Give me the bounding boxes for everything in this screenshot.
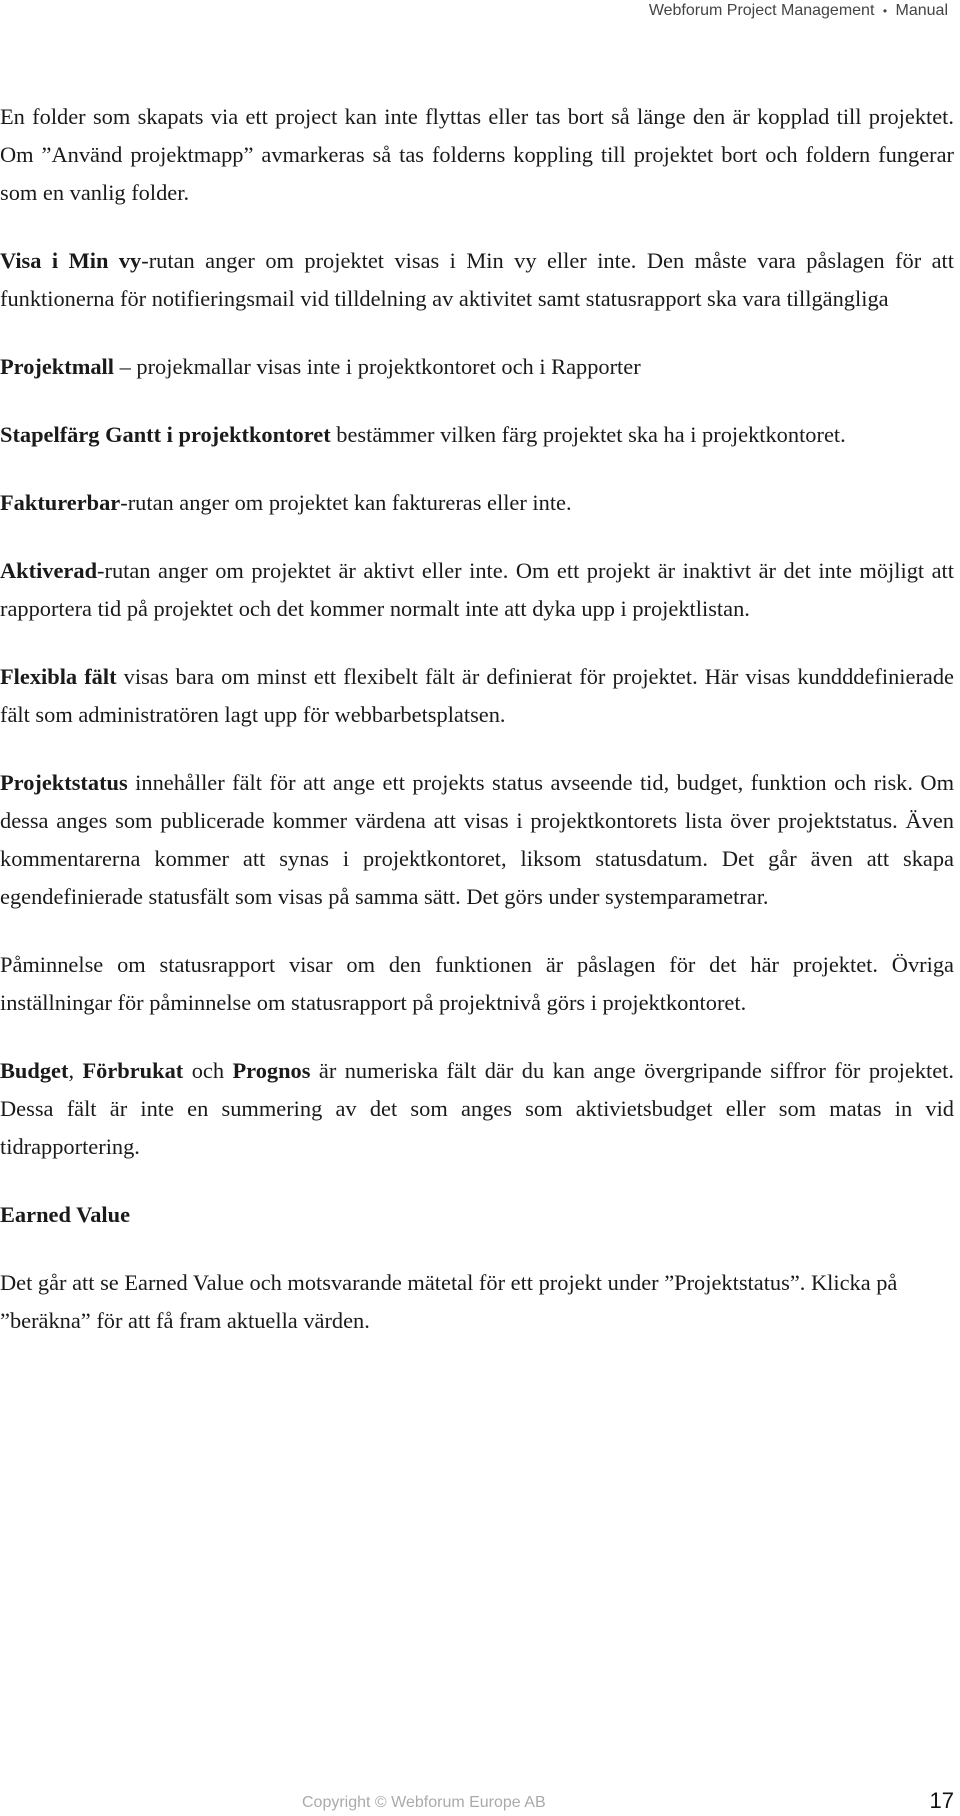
paragraph-text: – projekmallar visas inte i projektkontoret och i Rapporter [114,354,641,379]
document-body [0,98,954,1370]
paragraph-text: Påminnelse om statusrapport visar om den funktionen är påslagen för det här projektet. Övriga inställningar för påminnelse om statusrapport på projektnivå görs i projektkontoret. [0,952,954,1015]
paragraph-text: -rutan anger om projektet är aktivt eller inte. Om ett projekt är inaktivt är det inte möjligt att rapportera tid på projektet och det kommer normalt inte att dyka upp i projektlistan. [0,558,954,621]
header-section: Manual [895,2,948,19]
term-aktiverad: Aktiverad [0,558,98,583]
paragraph-text: En folder som skapats via ett project kan inte flyttas eller tas bort så länge den är kopplad till projektet. Om ”Använd projektmapp” avmarkeras så tas folderns koppling till projektet bort och foldern fungerar som en vanlig folder. [0,104,954,205]
paragraph-paminnelse [0,946,954,1022]
paragraph-projektstatus [0,764,954,916]
term-forbrukat: Förbrukat [82,1058,184,1083]
paragraph-text: Det går att se Earned Value och motsvarande mätetal för ett projekt under ”Projektstatus”. Klicka på ”beräkna” för att få fram aktuella värden. [0,1270,898,1333]
section-heading-earned-value: Earned Value [0,1202,131,1227]
paragraph-folder [0,98,954,212]
paragraph-text: , [68,1058,83,1083]
paragraph-earned-value [0,1264,954,1340]
header-separator: • [882,4,888,18]
term-stapelfarg: Stapelfärg Gantt i projektkontoret [0,422,331,447]
paragraph-projektmall [0,348,954,386]
paragraph-text: visas bara om minst ett flexibelt fält är definierat för projektet. Här visas kundddefinierade fält som administratören lagt upp för webbarbetsplatsen. [0,664,954,727]
paragraph-text: -rutan anger om projektet visas i Min vy eller inte. Den måste vara påslagen för att funktionerna för notifieringsmail vid tilldelning av aktivitet samt statusrapport ska vara tillgängliga [0,248,954,311]
paragraph-flexibla-falt [0,658,954,734]
paragraph-text: -rutan anger om projektet kan faktureras eller inte. [120,490,572,515]
page-header [649,0,948,22]
paragraph-budget [0,1052,954,1166]
paragraph-min-vy [0,242,954,318]
page-number: 17 [929,1788,954,1813]
paragraph-text: innehåller fält för att ange ett projekts status avseende tid, budget, funktion och risk. Om dessa anges som publicerade kommer värdena att visas i projektkontorets lista över projektstatus. Även kommentarerna kommer att synas i projektkontoret, liksom statusdatum. Det går även att skapa egendefinierade statusfält som visas på samma sätt. Det görs under systemparametrar. [0,770,954,909]
header-title: Webforum Project Management [648,2,875,19]
term-prognos: Prognos [232,1058,311,1083]
paragraph-text: och [183,1058,233,1083]
paragraph-text: är numeriska fält där du kan ange övergripande siffror för projektet. Dessa fält är inte en summering av det som anges som aktivietsbudget eller som matas in vid tidrapportering. [0,1058,954,1159]
term-fakturerbar: Fakturerbar [0,490,121,515]
paragraph-fakturerbar [0,484,954,522]
paragraph-text: bestämmer vilken färg projektet ska ha i projektkontoret. [330,422,846,447]
paragraph-stapelfarg [0,416,954,454]
term-budget: Budget [0,1058,69,1083]
term-projektstatus: Projektstatus [0,770,128,795]
paragraph-aktiverad [0,552,954,628]
term-projektmall: Projektmall [0,354,114,379]
term-flexibla-falt: Flexibla fält [0,664,117,689]
term-visa-i-min-vy: Visa i Min vy [0,248,142,273]
footer-copyright: Copyright © Webforum Europe AB [302,1794,546,1811]
